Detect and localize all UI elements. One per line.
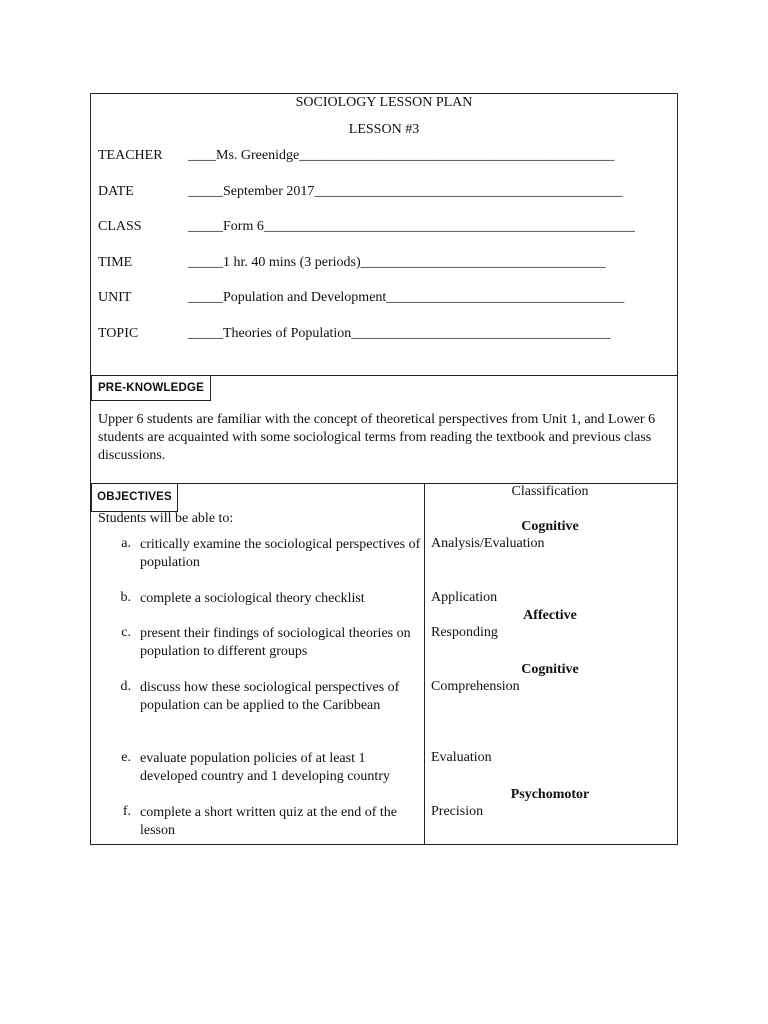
classification-value: Application	[431, 590, 498, 605]
domain-heading: Cognitive	[521, 662, 579, 677]
objective-text: complete a sociological theory checklist	[140, 591, 365, 606]
objective-letter: d.	[120, 679, 131, 694]
document-title: SOCIOLOGY LESSON PLAN	[295, 95, 473, 110]
objectives-tag: OBJECTIVES	[91, 483, 178, 512]
objective-text: discuss how these sociological perspectives of population can be applied to the Caribbean	[140, 680, 400, 713]
classification-value: Evaluation	[431, 750, 492, 765]
domain-heading: Cognitive	[521, 519, 579, 534]
field-value: _____1 hr. 40 mins (3 periods)___________________________________	[188, 255, 606, 270]
classification-value: Responding	[431, 625, 498, 640]
lesson-number: LESSON #3	[348, 122, 420, 137]
field-label: TOPIC	[98, 326, 139, 341]
domain-heading: Psychomotor	[510, 787, 590, 802]
objective-text: evaluate population policies of at least 1 developed country and 1 developing country	[140, 751, 390, 784]
classification-heading: Classification	[511, 484, 589, 499]
objectives-intro: Students will be able to:	[98, 511, 234, 526]
objective-letter: e.	[121, 750, 131, 765]
field-label: DATE	[98, 184, 134, 199]
pre-knowledge-text: Upper 6 students are familiar with the concept of theoretical perspectives from Unit 1, and Lower 6 students are acquainted with some sociological terms from reading the textbook and previous class discussions.	[98, 412, 656, 463]
field-value: _____Population and Development__________________________________	[188, 290, 625, 305]
field-label: TEACHER	[98, 148, 163, 163]
objective-letter: f.	[122, 804, 131, 819]
objective-letter: b.	[120, 590, 131, 605]
classification-value: Comprehension	[431, 679, 520, 694]
domain-heading: Affective	[523, 608, 577, 623]
field-label: CLASS	[98, 219, 142, 234]
objective-text: critically examine the sociological perspectives of population	[140, 537, 421, 570]
objective-text: complete a short written quiz at the end of the lesson	[140, 805, 397, 838]
objective-letter: a.	[121, 536, 131, 551]
field-label: TIME	[98, 255, 133, 270]
pre-knowledge-tag: PRE-KNOWLEDGE	[91, 375, 211, 401]
field-value: ____Ms. Greenidge_____________________________________________	[188, 148, 615, 163]
classification-value: Analysis/Evaluation	[431, 536, 545, 551]
objective-letter: c.	[121, 625, 131, 640]
field-value: _____Theories of Population_____________________________________	[188, 326, 611, 341]
classification-value: Precision	[431, 804, 484, 819]
lesson-plan-document	[90, 93, 678, 845]
field-value: _____September 2017____________________________________________	[188, 184, 623, 199]
field-value: _____Form 6_____________________________________________________	[188, 219, 635, 234]
field-label: UNIT	[98, 290, 132, 305]
objective-text: present their findings of sociological theories on population to different groups	[140, 626, 411, 659]
